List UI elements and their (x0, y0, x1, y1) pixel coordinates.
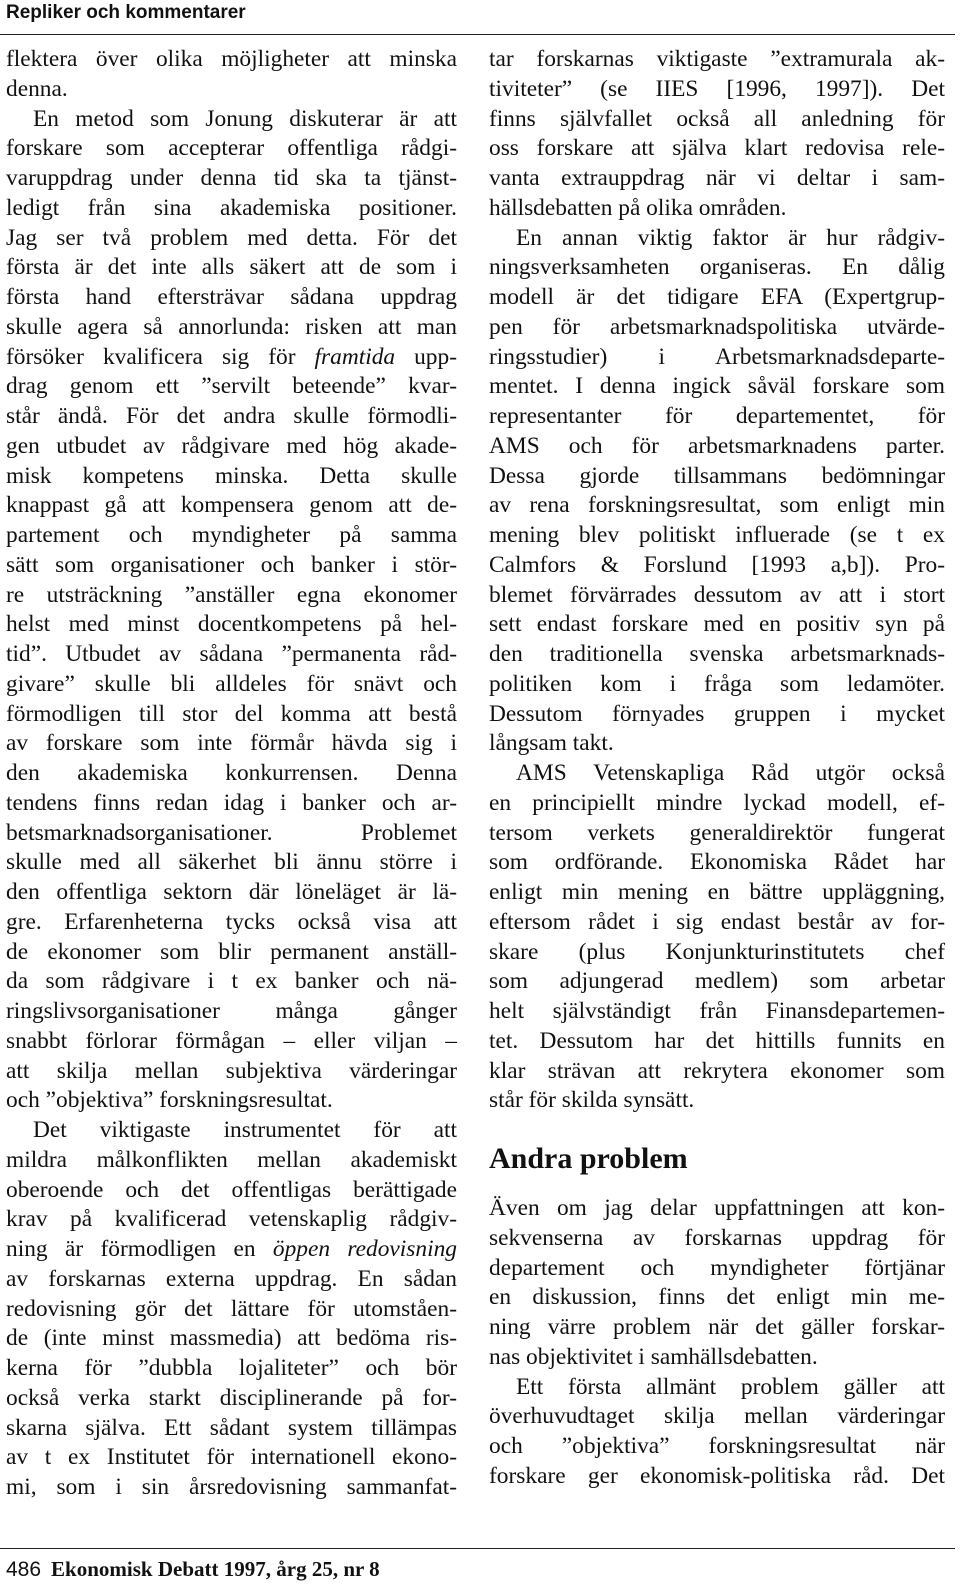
text-line: skulle med all säkerhet bli ännu större i (6, 849, 457, 876)
text-line: ringslivsorganisationer många gånger (6, 998, 457, 1024)
text-line: varuppdrag under denna tid ska ta tjänst- (6, 165, 457, 191)
text-line: sett endast forskare med en positiv syn på (489, 611, 945, 638)
text-line: skare (plus Konjunkturinstitutets chef (489, 938, 945, 965)
text-line: står för skilda synsätt. (489, 1087, 695, 1114)
text-line: nas objektivitet i samhällsdebatten. (489, 1343, 818, 1370)
text-line: av t ex Institutet för internationell ekono- (6, 1444, 457, 1471)
text-line: re utsträckning ”anställer egna ekonomer (6, 581, 457, 608)
page-number: 486 (6, 1558, 42, 1581)
text-line: också verka starkt disciplinerande på for- (6, 1384, 457, 1411)
text-line: AMS Vetenskapliga Råd utgör också (516, 760, 945, 786)
text-line: drag genom ett ”servilt beteende” kvar- (6, 373, 457, 400)
text-line: mildra målkonflikten mellan akademiskt (6, 1146, 457, 1173)
text-line: AMS och för arbetsmarknadens parter. (489, 432, 945, 459)
text-line: Det viktigaste instrumentet för att (33, 1117, 457, 1143)
text-line: den akademiska konkurrensen. Denna (6, 760, 457, 786)
text-line: gen utbudet av rådgivare med hög akade- (6, 432, 457, 459)
text-line: som adjungerad medlem) som arbetar (489, 968, 945, 995)
text-line: Jag ser två problem med detta. För det (6, 224, 457, 251)
text-line: da som rådgivare i t ex banker och nä- (6, 968, 457, 995)
text-line: knappast gå att kompensera genom att de- (6, 492, 457, 519)
text-line: eftersom rådet i sig endast består av for- (489, 908, 945, 935)
text-line: Dessa gjorde tillsammans bedömningar (489, 462, 945, 489)
text-line: Även om jag delar uppfattningen att kon- (489, 1195, 945, 1221)
text-line: långsam takt. (489, 730, 614, 757)
text-line: klar strävan att rekrytera ekonomer som (489, 1057, 945, 1084)
text-line: står ändå. För det andra skulle förmodli- (6, 403, 457, 429)
text-line: forskare som accepterar offentliga rådgi- (6, 135, 457, 162)
text-line: ledigt från sina akademiska positioner. (6, 194, 457, 221)
right-column (489, 45, 945, 1492)
text-line: tendens finns redan idag i banker och ar- (6, 789, 457, 816)
text-line: mentet. I denna ingick såväl forskare som (489, 373, 945, 400)
text-line: första är det inte alls säkert att de som i (6, 254, 457, 281)
text-line: de (inte minst massmedia) att bedöma ris- (6, 1325, 457, 1352)
text-line: tiviteter” (se IIES [1996, 1997]). Det (489, 75, 945, 102)
text-line: partement och myndigheter på samma (6, 522, 457, 548)
text-line: tersom verkets generaldirektör fungerat (489, 819, 945, 846)
text-line: krav på kvalificerad vetenskaplig rådgiv- (6, 1206, 457, 1233)
text-line: tar forskarnas viktigaste ”extramurala ak- (489, 46, 945, 72)
text-line: Dessutom förnyades gruppen i mycket (489, 700, 945, 727)
text-line: sekvenserna av forskarnas uppdrag för (489, 1224, 945, 1251)
text-line: av rena forskningsresultat, som enligt min (489, 492, 945, 519)
text-line: av forskare som inte förmår hävda sig i (6, 730, 457, 757)
text-line: som ordförande. Ekonomiska Rådet har (489, 849, 945, 876)
text-line: ringsstudier) i Arbetsmarknadsdeparte- (489, 343, 945, 370)
text-line: hällsdebatten på olika områden. (489, 194, 787, 221)
text-line: och ”objektiva” forskningsresultat. (6, 1087, 333, 1114)
text-line: departement och myndigheter förtjänar (489, 1254, 945, 1281)
text-line: den traditionella svenska arbetsmarknads- (489, 641, 945, 667)
text-line: skulle agera så annorlunda: risken att man (6, 313, 457, 340)
text-line: tid”. Utbudet av sådana ”permanenta råd- (6, 641, 457, 667)
text-line: En metod som Jonung diskuterar är att (33, 105, 457, 132)
text-line: politiken kom i fråga som ledamöter. (489, 670, 945, 697)
running-head: Repliker och kommentarer (6, 2, 246, 23)
text-line: snabbt förlorar förmågan – eller viljan – (6, 1027, 457, 1054)
text-line: pen för arbetsmarknadspolitiska utvärde- (489, 313, 945, 340)
text-line: mi, som i sin årsredovisning sammanfat- (6, 1474, 457, 1500)
text-line: blemet förvärrades dessutom av att i stort (489, 581, 945, 608)
text-line: givare” skulle bli alldeles för snävt och (6, 670, 457, 697)
text-line: överhuvudtaget skilja mellan värderingar (489, 1403, 945, 1430)
text-line: misk kompetens minska. Detta skulle (6, 462, 457, 489)
left-column (6, 45, 457, 1503)
page-footer (6, 1556, 380, 1583)
text-line: enligt min mening en bättre uppläggning, (489, 879, 945, 905)
text-line: skarna själva. Ett sådant system tillämpas (6, 1414, 457, 1441)
text-line: ningsverksamheten organiseras. En dålig (489, 254, 945, 281)
text-line: ning värre problem när det gäller forskar- (489, 1314, 945, 1340)
text-line: att skilja mellan subjektiva värderingar (6, 1057, 457, 1084)
text-line: sätt som organisationer och banker i stör- (6, 551, 457, 578)
text-line: helst med minst docentkompetens på hel- (6, 611, 457, 638)
text-line: första hand eftersträvar sådana uppdrag (6, 284, 457, 310)
text-line: flektera över olika möjligheter att minska (6, 46, 457, 72)
text-line: en principiellt mindre lyckad modell, ef- (489, 789, 945, 816)
text-line: redovisning gör det lättare för utomståen- (6, 1295, 457, 1322)
text-line: av forskarnas externa uppdrag. En sådan (6, 1265, 457, 1292)
text-line: ning är förmodligen en öppen redovisning (6, 1236, 457, 1262)
text-line: modell är det tidigare EFA (Expertgrup- (489, 284, 945, 310)
text-line: denna. (6, 75, 68, 102)
text-line: betsmarknadsorganisationer. Problemet (6, 819, 457, 846)
text-line: forskare ger ekonomisk-politiska råd. Det (489, 1462, 945, 1489)
text-line: oss forskare att själva klart redovisa rele- (489, 135, 945, 162)
text-line: förmodligen till stor del komma att bestå (6, 700, 457, 727)
text-line: och ”objektiva” forskningsresultat när (489, 1433, 945, 1459)
text-line: mening blev politiskt influerade (se t ex (489, 522, 945, 548)
section-heading: Andra problem (489, 1142, 688, 1175)
text-line: En annan viktig faktor är hur rådgiv- (516, 224, 945, 251)
journal-citation: Ekonomisk Debatt 1997, årg 25, nr 8 (51, 1557, 380, 1581)
top-rule (0, 34, 955, 35)
text-line: gre. Erfarenheterna tycks också visa att (6, 908, 457, 935)
text-line: tet. Dessutom har det hittills funnits en (489, 1027, 945, 1054)
text-line: den offentliga sektorn där löneläget är lä- (6, 879, 457, 905)
text-line: en diskussion, finns det enligt min me- (489, 1284, 945, 1311)
right-column-part-b (489, 1194, 945, 1492)
text-line: finns självfallet också all anledning för (489, 105, 945, 132)
text-line: kerna för ”dubbla lojaliteter” och bör (6, 1355, 457, 1381)
text-line: vanta extrauppdrag när vi deltar i sam- (489, 165, 945, 191)
text-line: försöker kvalificera sig för framtida upp- (6, 343, 457, 370)
text-line: Ett första allmänt problem gäller att (516, 1373, 945, 1400)
text-line: Calmfors & Forslund [1993 a,b]). Pro- (489, 551, 945, 578)
text-line: representanter för departementet, för (489, 403, 945, 429)
right-column-part-a (489, 45, 945, 1116)
bottom-rule (0, 1548, 955, 1549)
text-line: helt självständigt från Finansdepartemen- (489, 998, 945, 1024)
text-line: oberoende och det offentligas berättigade (6, 1176, 457, 1203)
text-line: de ekonomer som blir permanent anställ- (6, 938, 457, 965)
